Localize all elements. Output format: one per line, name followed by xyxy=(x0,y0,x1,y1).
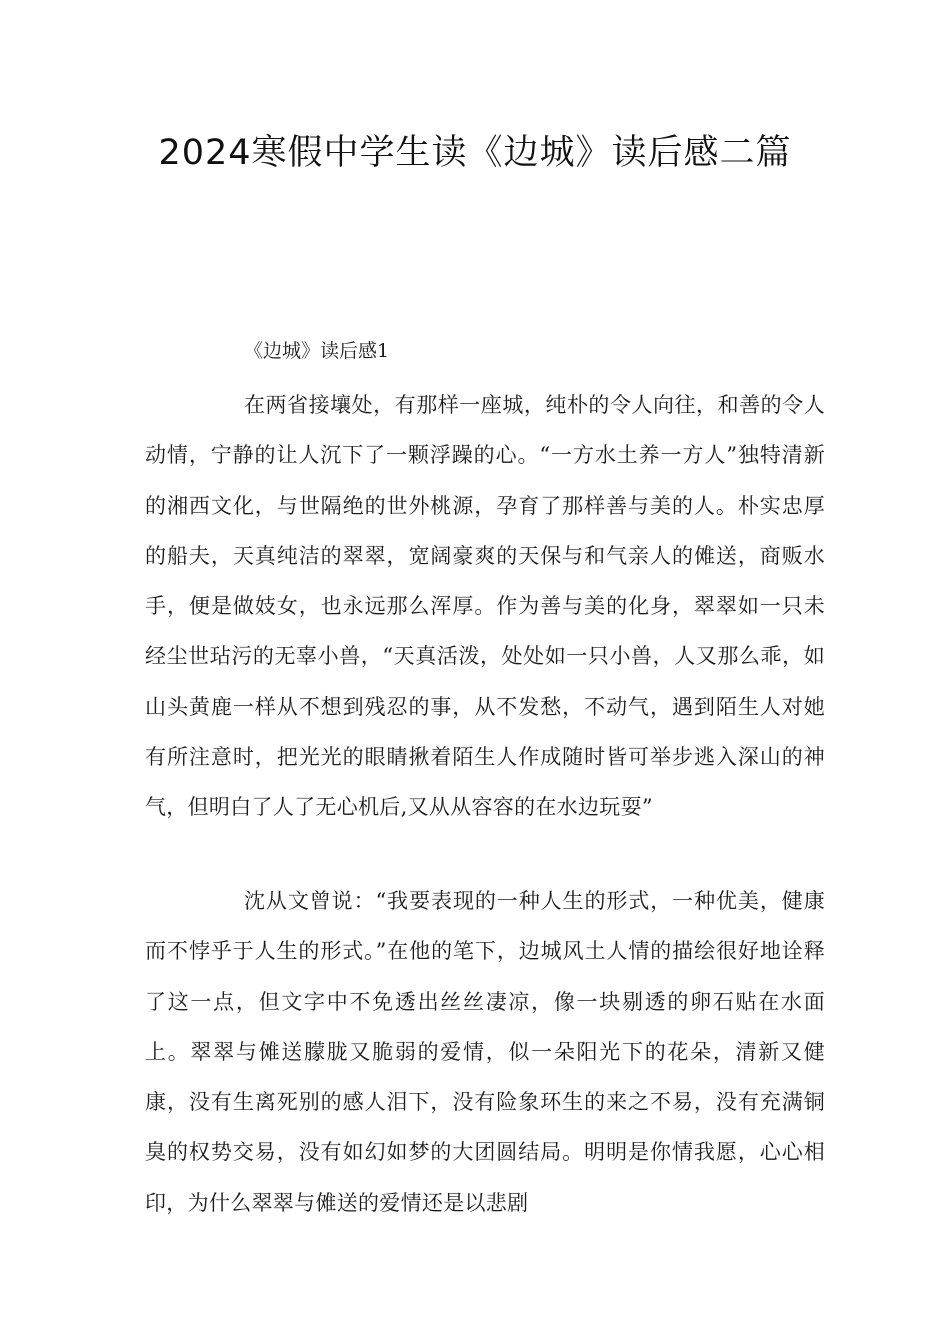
body-paragraph: 沈从文曾说：“我要表现的一种人生的形式，一种优美，健康而不悖乎于人生的形式。”在他的笔下，边城风土人情的描绘很好地诠释了这一点，但文字中不免透出丝丝凄凉，像一块剔透的卵石贴在水面上。翠翠与傩送朦胧又脆弱的爱情，似一朵阳光下的花朵，清新又健康，没有生离死别的感人泪下，没有险象环生的来之不易，没有充满铜臭的权势交易，没有如幻如梦的大团圆结局。明明是你情我愿，心心相印，为什么翠翠与傩送的爱情还是以悲剧 xyxy=(145,889,825,1215)
document-title: 2024寒假中学生读《边城》读后感二篇 xyxy=(158,133,792,173)
body-paragraph: 在两省接壤处，有那样一座城，纯朴的令人向往，和善的令人动情，宁静的让人沉下了一颗浮躁的心。“一方水土养一方人”独特清新的湘西文化，与世隔绝的世外桃源，孕育了那样善与美的人。朴实忠厚的船夫，天真纯洁的翠翠，宽阔豪爽的天保与和气亲人的傩送，商贩水手，便是做妓女，也永远那么浑厚。作为善与美的化身，翠翠如一只未经尘世玷污的无辜小兽，“天真活泼，处处如一只小兽，人又那么乖，如山头黄鹿一样从不想到残忍的事，从不发愁，不动气，遇到陌生人对她有所注意时，把光光的眼睛揪着陌生人作成随时皆可举步逃入深山的神气，但明白了人了无心机后,又从从容容的在水边玩耍” xyxy=(145,393,825,820)
section-heading: 《边城》读后感1 xyxy=(244,340,390,362)
